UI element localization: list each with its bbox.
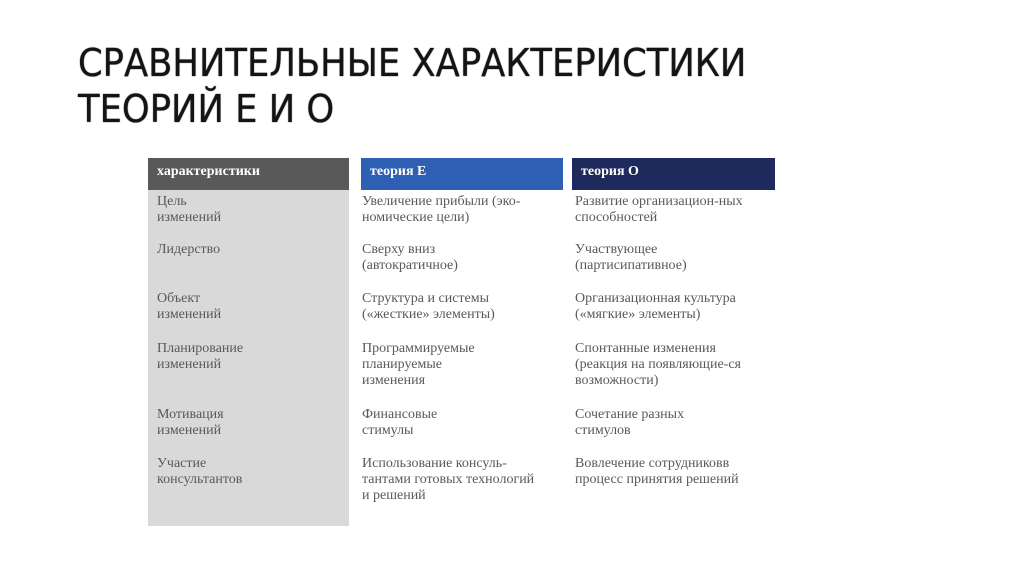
row-consultants-label: Участие консультантов xyxy=(157,456,243,487)
row-planning-theory-o: Спонтанные изменения (реакция на появляющие-ся возможности) xyxy=(575,341,741,388)
header-theory-o: теория О xyxy=(572,158,775,190)
row-leadership-theory-e: Сверху вниз (автократичное) xyxy=(362,242,458,273)
row-consultants-theory-o: Вовлечение сотрудниковв процесс принятия решений xyxy=(575,456,739,487)
row-goal-label: Цель изменений xyxy=(157,194,222,225)
row-planning-theory-e: Программируемые планируемые изменения xyxy=(362,341,475,388)
row-object-theory-o: Организационная культура («мягкие» элементы) xyxy=(575,291,736,322)
slide-title-line-2: ТЕОРИЙ Е И О xyxy=(78,87,335,131)
row-object-label: Объект изменений xyxy=(157,291,222,322)
row-motivation-label: Мотивация изменений xyxy=(157,407,224,438)
row-leadership-label: Лидерство xyxy=(157,242,221,257)
row-goal-theory-o: Развитие организацион-ных способностей xyxy=(575,194,743,225)
row-goal-theory-e: Увеличение прибыли (эко- номические цели) xyxy=(362,194,521,225)
row-object-theory-e: Структура и системы («жесткие» элементы) xyxy=(362,291,495,322)
row-motivation-theory-e: Финансовые стимулы xyxy=(362,407,438,438)
slide-title-line-1: СРАВНИТЕЛЬНЫЕ ХАРАКТЕРИСТИКИ xyxy=(78,41,747,85)
header-characteristics: характеристики xyxy=(148,158,349,190)
row-consultants-theory-e: Использование консуль- тантами готовых технологий и решений xyxy=(362,456,535,503)
row-motivation-theory-o: Сочетание разных стимулов xyxy=(575,407,685,438)
row-planning-label: Планирование изменений xyxy=(157,341,244,372)
header-theory-e: теория Е xyxy=(361,158,563,190)
row-leadership-theory-o: Участвующее (партисипативное) xyxy=(575,242,687,273)
